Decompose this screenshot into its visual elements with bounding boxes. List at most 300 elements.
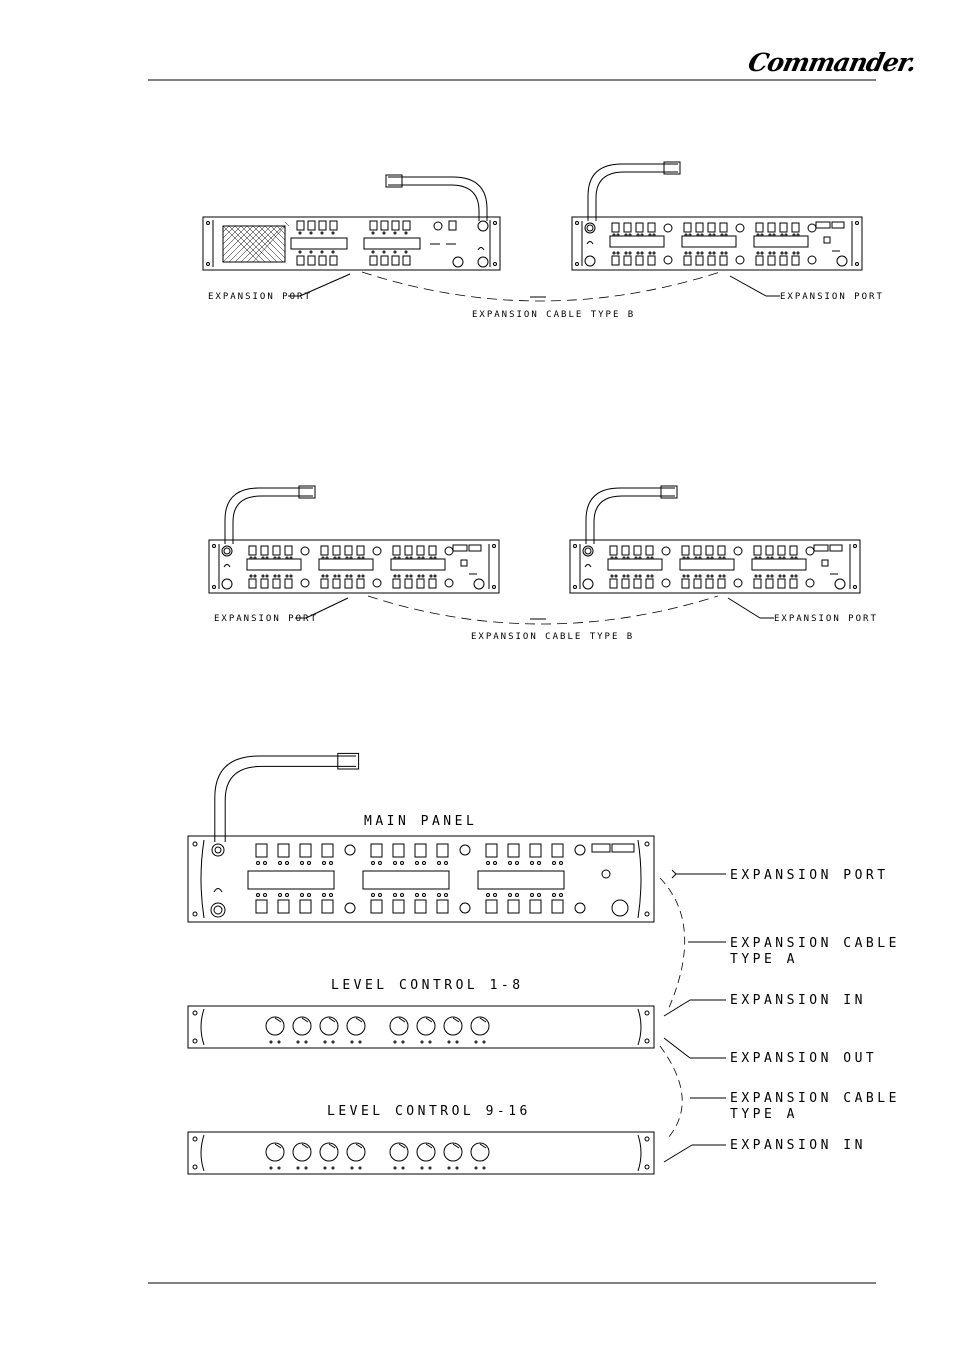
cable-type-b-2 — [368, 596, 718, 624]
key-button — [780, 256, 787, 265]
mic-socket-inner — [215, 847, 221, 853]
headphone-jack — [211, 903, 225, 917]
led — [483, 1041, 485, 1043]
key-button — [530, 844, 541, 857]
mic-socket — [478, 221, 488, 231]
select-key — [461, 560, 467, 566]
logo-box — [469, 545, 481, 551]
led — [310, 232, 312, 234]
key-button — [403, 256, 410, 265]
key-button — [622, 546, 629, 555]
key-button — [345, 579, 352, 588]
display-window — [291, 238, 347, 249]
key-button — [278, 900, 289, 913]
key-button — [780, 223, 787, 232]
key-button — [720, 256, 727, 265]
led — [394, 1167, 396, 1169]
led — [410, 575, 412, 577]
level-knob — [347, 1017, 365, 1035]
key-button — [706, 546, 713, 555]
key-button — [756, 223, 763, 232]
headphone-icon — [585, 565, 591, 568]
headphone-jack — [478, 257, 488, 267]
level-knob — [266, 1017, 284, 1035]
led — [699, 575, 701, 577]
round-key — [445, 547, 453, 555]
headphone-jack — [585, 256, 595, 266]
key-button — [381, 256, 388, 265]
rack-screw — [576, 263, 579, 266]
led — [448, 1167, 450, 1169]
round-key — [734, 547, 742, 555]
leader-expansion-in-1 — [664, 1000, 690, 1016]
led — [372, 251, 374, 253]
led — [330, 894, 333, 897]
led — [250, 575, 252, 577]
round-key — [575, 845, 585, 855]
led — [755, 575, 757, 577]
key-button — [754, 546, 761, 555]
key-button — [720, 223, 727, 232]
rack-ear — [201, 1135, 204, 1171]
led — [416, 894, 419, 897]
level-knob — [320, 1143, 338, 1161]
round-key — [806, 579, 814, 587]
d3-expansion-port: EXPANSION PORT — [730, 868, 889, 883]
led — [613, 252, 615, 254]
led — [683, 575, 685, 577]
led — [297, 1167, 299, 1169]
led — [257, 862, 260, 865]
display-window — [391, 559, 445, 570]
led — [321, 232, 323, 234]
d1-cable-label: EXPANSION CABLE TYPE B — [472, 310, 636, 320]
rack-screw — [213, 586, 216, 589]
round-key — [460, 845, 470, 855]
key-button — [357, 546, 364, 555]
logo-box — [830, 545, 842, 551]
key-button — [322, 900, 333, 913]
level-knob — [417, 1017, 435, 1035]
round-key — [662, 547, 670, 555]
rack-screw — [193, 1039, 197, 1043]
d3-cable-a-line2: TYPE A — [730, 952, 798, 967]
d2-cable-label: EXPANSION CABLE TYPE B — [471, 632, 635, 642]
led — [538, 862, 541, 865]
d2-right-port-label: EXPANSION PORT — [774, 614, 878, 624]
led — [689, 252, 691, 254]
led — [421, 1167, 423, 1169]
led — [494, 894, 497, 897]
led — [445, 862, 448, 865]
key-button — [345, 546, 352, 555]
logo-box — [814, 545, 828, 551]
key-button — [708, 256, 715, 265]
key-button — [415, 844, 426, 857]
rack-screw — [213, 545, 216, 548]
led — [711, 575, 713, 577]
key-button — [718, 546, 725, 555]
led — [322, 575, 324, 577]
key-button — [285, 546, 292, 555]
headphone-icon — [587, 242, 593, 245]
key-button — [768, 223, 775, 232]
rack-screw — [207, 263, 210, 266]
led — [323, 862, 326, 865]
mic-socket-inner — [587, 225, 593, 231]
led — [721, 252, 723, 254]
display-window — [478, 871, 564, 889]
headphone-jack-inner — [214, 906, 222, 914]
led — [266, 575, 268, 577]
round-key — [575, 903, 585, 913]
key-button — [297, 256, 304, 265]
d3-cable-b-line2: TYPE A — [730, 1107, 798, 1122]
round-key — [664, 224, 672, 232]
rack-screw — [854, 545, 857, 548]
key-button — [429, 579, 436, 588]
key-button — [370, 256, 377, 265]
display-window — [363, 871, 449, 889]
round-key — [445, 579, 453, 587]
led — [301, 894, 304, 897]
led — [305, 1041, 307, 1043]
led — [445, 894, 448, 897]
level-control-9-16-title: LEVEL CONTROL 9-16 — [327, 1104, 531, 1119]
display-window — [754, 236, 808, 247]
key-button — [624, 256, 631, 265]
led — [719, 575, 721, 577]
key-button — [393, 546, 400, 555]
speaker-grille — [223, 226, 285, 262]
led — [707, 575, 709, 577]
led — [456, 1041, 458, 1043]
led — [487, 894, 490, 897]
key-button — [308, 221, 315, 230]
key-button — [308, 256, 315, 265]
key-button — [417, 579, 424, 588]
key-button — [371, 900, 382, 913]
logo-box — [612, 844, 634, 852]
logo-box — [832, 222, 844, 228]
led — [379, 862, 382, 865]
led — [769, 252, 771, 254]
level-knob — [266, 1143, 284, 1161]
led — [359, 1041, 361, 1043]
round-key — [373, 547, 381, 555]
key-button — [437, 844, 448, 857]
select-key — [602, 870, 610, 878]
key-button — [297, 221, 304, 230]
key-button — [256, 900, 267, 913]
volume-knob — [837, 256, 847, 266]
led — [627, 575, 629, 577]
level-control-1-8-title: LEVEL CONTROL 1-8 — [331, 978, 524, 993]
rack-screw — [193, 842, 197, 846]
round-key — [662, 579, 670, 587]
rack-screw — [854, 586, 857, 589]
grille-hatch — [253, 226, 285, 258]
key-button — [696, 223, 703, 232]
led — [516, 862, 519, 865]
volume-knob — [474, 579, 484, 589]
led — [713, 252, 715, 254]
led — [338, 575, 340, 577]
led — [401, 862, 404, 865]
round-key — [808, 256, 816, 264]
key-button — [622, 579, 629, 588]
key-button — [256, 844, 267, 857]
key-button — [682, 546, 689, 555]
key-button — [357, 579, 364, 588]
led — [641, 252, 643, 254]
brand-logo: Commander. — [745, 48, 919, 77]
key-button — [330, 256, 337, 265]
led — [326, 575, 328, 577]
round-key — [736, 224, 744, 232]
rack-screw — [645, 912, 649, 916]
led — [308, 862, 311, 865]
key-button — [612, 256, 619, 265]
led — [405, 232, 407, 234]
key-button — [321, 546, 328, 555]
key-button — [429, 546, 436, 555]
led — [423, 862, 426, 865]
led — [394, 251, 396, 253]
led — [623, 575, 625, 577]
key-button — [508, 900, 519, 913]
led — [771, 575, 773, 577]
rack-ear — [638, 1009, 641, 1045]
led — [379, 894, 382, 897]
key-button — [648, 223, 655, 232]
mic-socket-inner — [585, 548, 591, 554]
led — [262, 575, 264, 577]
key-button — [371, 844, 382, 857]
round-key — [373, 579, 381, 587]
led — [553, 862, 556, 865]
key-button — [261, 579, 268, 588]
display-window — [752, 559, 806, 570]
round-key — [345, 903, 355, 913]
rack-screw — [207, 222, 210, 225]
display-window — [680, 559, 734, 570]
key-button — [393, 900, 404, 913]
key-button — [249, 579, 256, 588]
select-key — [822, 560, 828, 566]
level-knob — [320, 1017, 338, 1035]
led — [553, 894, 556, 897]
led — [637, 252, 639, 254]
led — [538, 894, 541, 897]
key-button — [636, 256, 643, 265]
led — [264, 862, 267, 865]
led — [324, 1167, 326, 1169]
led — [286, 862, 289, 865]
level-knob — [390, 1017, 408, 1035]
led — [324, 1041, 326, 1043]
led — [372, 232, 374, 234]
key-button — [393, 844, 404, 857]
led — [270, 1167, 272, 1169]
key-button — [694, 579, 701, 588]
rack-panel — [570, 540, 860, 593]
key-button — [648, 256, 655, 265]
led — [405, 251, 407, 253]
cable-type-a-1 — [660, 878, 685, 1010]
main-panel — [188, 836, 654, 922]
led — [394, 862, 397, 865]
key-button — [718, 579, 725, 588]
key-button — [646, 546, 653, 555]
key-button — [392, 256, 399, 265]
led — [383, 232, 385, 234]
level-knob — [471, 1017, 489, 1035]
led — [779, 575, 781, 577]
d1-right-port-label: EXPANSION PORT — [780, 292, 884, 302]
key-button — [610, 579, 617, 588]
led — [448, 1041, 450, 1043]
round-key — [301, 547, 309, 555]
key-button — [370, 221, 377, 230]
cable-type-a-2 — [660, 1046, 682, 1138]
key-button — [415, 900, 426, 913]
led — [270, 1041, 272, 1043]
key-button — [778, 579, 785, 588]
led — [299, 232, 301, 234]
led — [487, 862, 490, 865]
led — [647, 575, 649, 577]
led — [274, 575, 276, 577]
round-key — [736, 256, 744, 264]
led — [351, 1167, 353, 1169]
led — [795, 575, 797, 577]
key-button — [552, 900, 563, 913]
led — [475, 1167, 477, 1169]
key-button — [790, 579, 797, 588]
led — [651, 575, 653, 577]
display-window — [608, 559, 662, 570]
grille-hatch — [285, 222, 289, 226]
led — [723, 575, 725, 577]
led — [332, 251, 334, 253]
led — [761, 252, 763, 254]
rack-screw — [645, 842, 649, 846]
headphone-jack — [583, 579, 593, 589]
mic-gooseneck — [594, 496, 675, 544]
led — [330, 862, 333, 865]
led — [321, 251, 323, 253]
led — [394, 1041, 396, 1043]
rack-screw — [856, 222, 859, 225]
led — [398, 575, 400, 577]
key-button — [696, 256, 703, 265]
led — [372, 894, 375, 897]
led — [685, 252, 687, 254]
led — [653, 252, 655, 254]
led — [416, 862, 419, 865]
led — [394, 894, 397, 897]
led — [254, 575, 256, 577]
round-key — [734, 579, 742, 587]
round-key — [460, 903, 470, 913]
rack-screw — [645, 1011, 649, 1015]
rack-panel — [209, 540, 499, 593]
rack-screw — [645, 1039, 649, 1043]
led — [725, 252, 727, 254]
led — [323, 894, 326, 897]
led — [351, 1041, 353, 1043]
led — [494, 862, 497, 865]
led — [560, 894, 563, 897]
led — [422, 575, 424, 577]
rack-ear — [638, 1135, 641, 1171]
level-knob — [293, 1143, 311, 1161]
level-knob — [471, 1143, 489, 1161]
led — [560, 862, 563, 865]
led — [418, 575, 420, 577]
headphone-icon — [214, 889, 222, 893]
logo-box — [816, 222, 830, 228]
led — [438, 894, 441, 897]
led — [421, 1041, 423, 1043]
led — [332, 1167, 334, 1169]
led — [759, 575, 761, 577]
mic-gooseneck — [233, 496, 313, 544]
headphone-icon — [478, 248, 484, 251]
d2-left-port-label: EXPANSION PORT — [214, 614, 318, 624]
led — [332, 232, 334, 234]
key-button — [684, 223, 691, 232]
led — [290, 575, 292, 577]
led — [350, 575, 352, 577]
led — [358, 575, 360, 577]
led — [617, 252, 619, 254]
d3-cable-b-line1: EXPANSION CABLE — [730, 1091, 900, 1106]
mic-socket-inner — [224, 548, 230, 554]
led — [362, 575, 364, 577]
key-button — [278, 844, 289, 857]
key-button — [403, 221, 410, 230]
rack-screw — [574, 545, 577, 548]
rack-ear — [201, 1009, 204, 1045]
headphone-icon — [224, 565, 230, 568]
key-button — [754, 579, 761, 588]
led — [785, 252, 787, 254]
round-key — [301, 579, 309, 587]
led — [635, 575, 637, 577]
rack-screw — [645, 1137, 649, 1141]
led — [359, 1167, 361, 1169]
led — [516, 894, 519, 897]
leader-expansion-out — [664, 1038, 690, 1058]
led — [531, 894, 534, 897]
led — [483, 1167, 485, 1169]
key-button — [333, 579, 340, 588]
key-button — [768, 256, 775, 265]
key-button — [261, 546, 268, 555]
led — [687, 575, 689, 577]
mic-gooseneck — [596, 172, 678, 221]
key-button — [486, 844, 497, 857]
led — [429, 1041, 431, 1043]
key-button — [322, 844, 333, 857]
led — [372, 862, 375, 865]
rack-screw — [856, 263, 859, 266]
grille-hatch — [253, 226, 285, 262]
key-button — [273, 546, 280, 555]
round-key — [806, 547, 814, 555]
